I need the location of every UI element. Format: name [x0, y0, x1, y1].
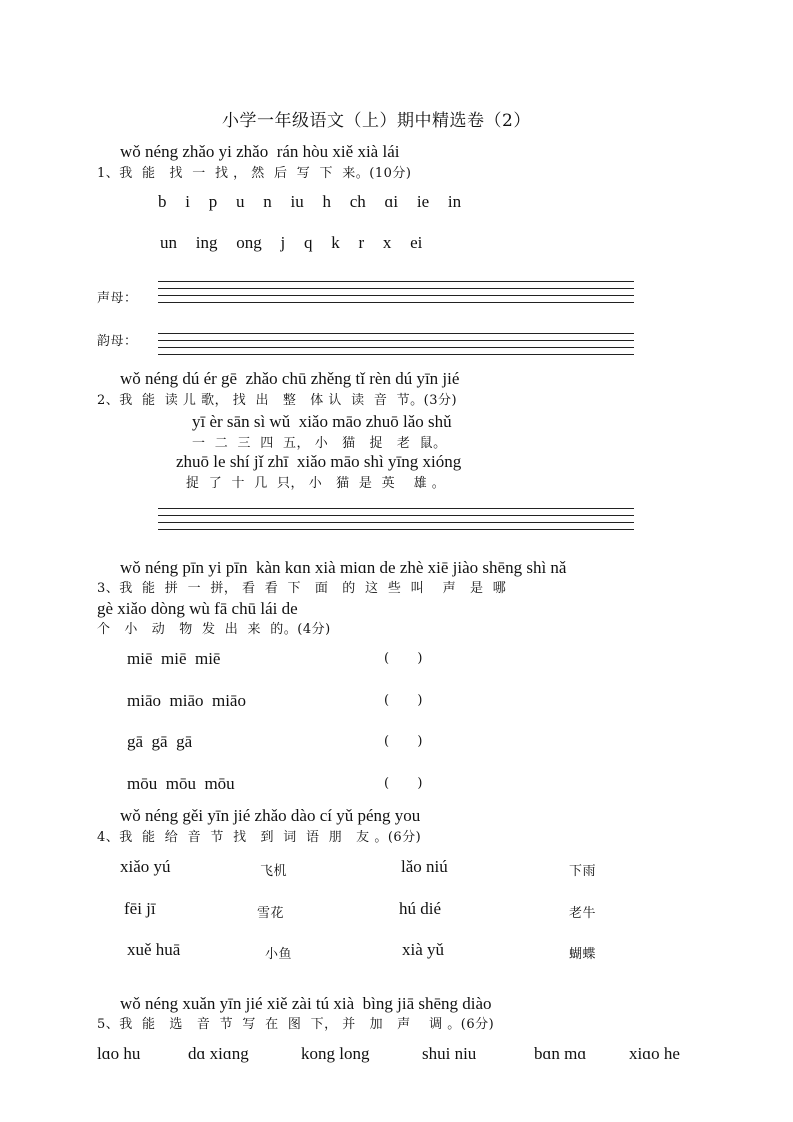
- q1-shengmu-writing-lines[interactable]: [158, 281, 634, 309]
- q1-label-yunmu: 韵母：: [97, 334, 138, 349]
- q5-word: bɑn mɑ: [534, 1044, 587, 1063]
- q1-letters-row2: un ing ong j q k r x ei: [160, 233, 423, 252]
- q3-answer-blank-3[interactable]: ( ): [384, 734, 423, 749]
- q3-sound-4: mōu mōu mōu: [127, 774, 235, 793]
- q5-word: kong long: [301, 1044, 370, 1063]
- q3-sound-2: miāo miāo miāo: [127, 691, 246, 710]
- q4-pinyin-item[interactable]: fēi jī: [124, 899, 156, 918]
- q2-poem-line2-text: 捉 了 十 几 只， 小 猫 是 英 雄 。: [186, 476, 446, 491]
- q3-answer-blank-2[interactable]: ( ): [384, 693, 423, 708]
- q5-word: lɑo hu: [97, 1044, 141, 1063]
- q5-prompt: 5、我 能 选 音 节 写 在 图 下， 并 加 声 调 。(6分): [97, 1017, 495, 1032]
- q5-word: xiɑo he: [629, 1044, 680, 1063]
- q5-word: dɑ xiɑng: [188, 1044, 249, 1063]
- q3-prompt-line1: 3、我 能 拼 一 拼， 看 看 下 面 的 这 些 叫 声 是 哪: [97, 581, 507, 596]
- q1-yunmu-writing-lines[interactable]: [158, 333, 634, 361]
- page-title: 小学一年级语文（上）期中精选卷（2）: [222, 111, 531, 131]
- q4-word-item[interactable]: 小鱼: [265, 947, 293, 962]
- q4-pinyin-item[interactable]: hú dié: [399, 899, 442, 918]
- q1-prompt: 1、我 能 找 一 找 ， 然 后 写 下 来。(10分): [97, 166, 412, 181]
- q2-pinyin: wǒ néng dú ér gē zhǎo chū zhěng tǐ rèn dú yīn jié: [120, 369, 460, 388]
- q4-word-item[interactable]: 下雨: [569, 864, 597, 879]
- q3-sound-1: miē miē miē: [127, 649, 221, 668]
- q1-pinyin: wǒ néng zhǎo yi zhǎo rán hòu xiě xià lái: [120, 142, 400, 161]
- q4-pinyin-item[interactable]: xià yǔ: [402, 940, 445, 959]
- q1-label-shengmu: 声母：: [97, 291, 138, 306]
- q2-poem-line1-pinyin: yī èr sān sì wǔ xiǎo māo zhuō lǎo shǔ: [192, 412, 452, 431]
- q4-pinyin: wǒ néng gěi yīn jié zhǎo dào cí yǔ péng you: [120, 806, 421, 825]
- q3-pinyin-line1: wǒ néng pīn yi pīn kàn kɑn xià miɑn de zhè xiē jiào shēng shì nǎ: [120, 558, 567, 577]
- q2-poem-line2-pinyin: zhuō le shí jǐ zhī xiǎo māo shì yīng xióng: [176, 452, 462, 471]
- q3-answer-blank-4[interactable]: ( ): [384, 776, 423, 791]
- q2-poem-line1-text: 一 二 三 四 五， 小 猫 捉 老 鼠。: [192, 436, 447, 451]
- q4-prompt: 4、我 能 给 音 节 找 到 词 语 朋 友 。(6分): [97, 830, 422, 845]
- q3-prompt-line2: 个 小 动 物 发 出 来 的。(4分): [97, 622, 331, 637]
- q5-pinyin: wǒ néng xuǎn yīn jié xiě zài tú xià bìng jiā shēng diào: [120, 994, 492, 1013]
- q2-writing-lines[interactable]: [158, 508, 634, 536]
- q1-letters-row1: b i p u n iu h ch ɑi ie in: [158, 192, 462, 211]
- q5-word: shui niu: [422, 1044, 477, 1063]
- q4-word-item[interactable]: 老牛: [569, 906, 597, 921]
- q4-word-item[interactable]: 蝴蝶: [569, 947, 597, 962]
- q4-pinyin-item[interactable]: lǎo niú: [401, 857, 448, 876]
- q4-pinyin-item[interactable]: xuě huā: [127, 940, 181, 959]
- q4-word-item[interactable]: 飞机: [260, 864, 288, 879]
- q3-pinyin-line2: gè xiǎo dòng wù fā chū lái de: [97, 599, 298, 618]
- q3-answer-blank-1[interactable]: ( ): [384, 651, 423, 666]
- q4-pinyin-item[interactable]: xiǎo yú: [120, 857, 171, 876]
- q3-sound-3: gā gā gā: [127, 732, 193, 751]
- q4-word-item[interactable]: 雪花: [257, 906, 285, 921]
- q2-prompt: 2、我 能 读 儿 歌， 找 出 整 体 认 读 音 节。(3分): [97, 393, 458, 408]
